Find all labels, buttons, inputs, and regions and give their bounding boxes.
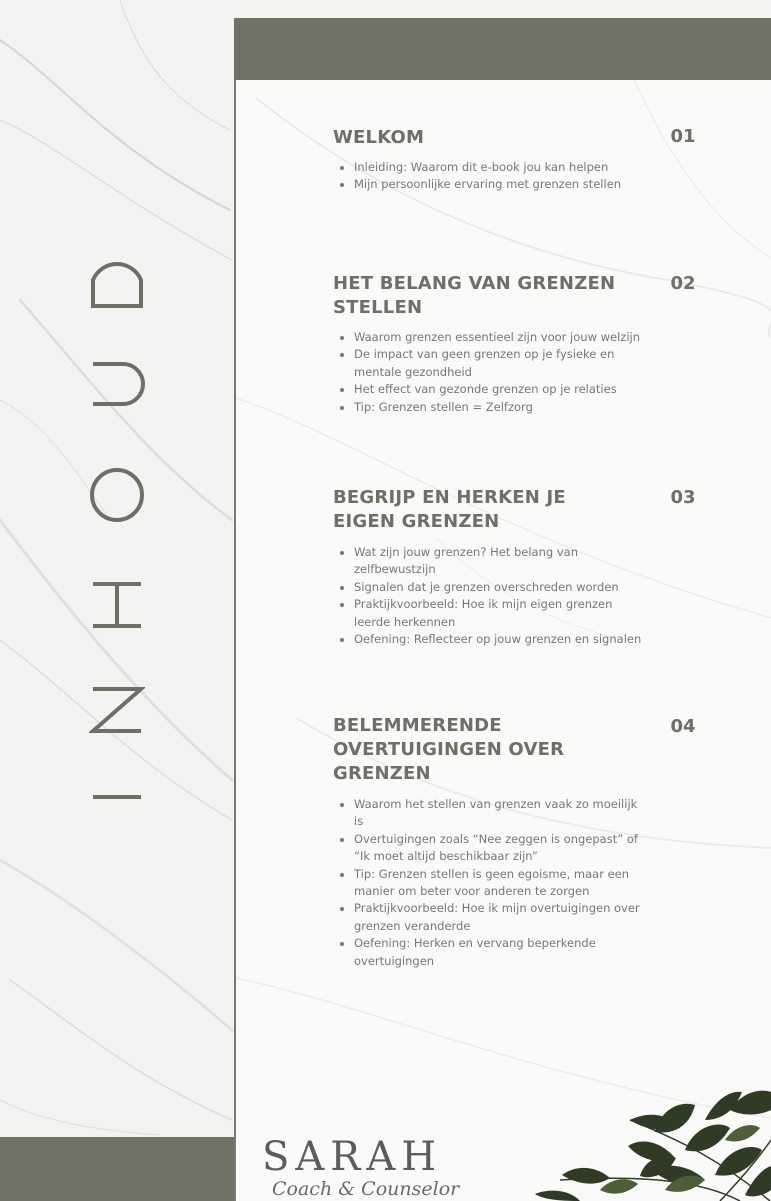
- section-list: [336, 329, 646, 416]
- brand-logo: [262, 1135, 482, 1201]
- section-title-welkom: WELKOM: [333, 127, 425, 148]
- logo-name: SARAH: [262, 1134, 443, 1180]
- list-item: • De impact van geen grenzen op je fysieke en mentale gezondheid: [354, 346, 646, 381]
- title-letter-i: [89, 790, 145, 804]
- section-title-belang: HET BELANG VAN GRENZEN STELLEN: [333, 273, 616, 318]
- section-list: [336, 796, 646, 970]
- section-title-belemmerende: BELEMMERENDE OVERTUIGINGEN OVER GRENZEN: [333, 715, 565, 784]
- logo-tagline: Coach & Counselor: [272, 1178, 460, 1200]
- vertical-title: [82, 250, 152, 854]
- title-letter-o: [89, 465, 145, 525]
- title-letter-u: [89, 360, 145, 410]
- list-item: • Praktijkvoorbeeld: Hoe ik mijn overtuigingen over grenzen veranderde: [354, 900, 646, 935]
- section-list: [336, 544, 646, 648]
- list-item: • Overtuigingen zoals “Nee zeggen is ongepast” of “Ik moet altijd beschikbaar zijn”: [354, 831, 646, 866]
- list-item: • Tip: Grenzen stellen = Zelfzorg: [354, 399, 646, 416]
- list-item: • Inleiding: Waarom dit e-book jou kan helpen: [354, 159, 646, 176]
- list-item: • Tip: Grenzen stellen is geen egoisme, maar een manier om beter voor anderen te zorgen: [354, 866, 646, 901]
- title-letter-n: [89, 685, 145, 735]
- list-item: • Signalen dat je grenzen overschreden worden: [354, 579, 646, 596]
- list-item: • Oefening: Herken en vervang beperkende overtuigingen: [354, 935, 646, 970]
- list-item: • Praktijkvoorbeeld: Hoe ik mijn eigen grenzen leerde herkennen: [354, 596, 646, 631]
- bottom-accent-band: [0, 1137, 234, 1201]
- list-item: • Oefening: Reflecteer op jouw grenzen en signalen: [354, 631, 646, 648]
- top-accent-band: [234, 18, 771, 80]
- plant-leaves-icon: [480, 1080, 771, 1201]
- section-number: 03: [670, 487, 696, 508]
- section-number: 01: [670, 126, 696, 147]
- title-letter-h: [89, 580, 145, 630]
- list-item: • Wat zijn jouw grenzen? Het belang van zelfbewustzijn: [354, 544, 646, 579]
- section-number: 02: [670, 273, 696, 294]
- list-item: • Waarom het stellen van grenzen vaak zo moeilijk is: [354, 796, 646, 831]
- section-title-begrijp: BEGRIJP EN HERKEN JE EIGEN GRENZEN: [333, 487, 566, 532]
- list-item: • Waarom grenzen essentieel zijn voor jouw welzijn: [354, 329, 646, 346]
- list-item: • Mijn persoonlijke ervaring met grenzen stellen: [354, 176, 646, 193]
- section-number: 04: [670, 716, 696, 737]
- section-list: [336, 159, 646, 194]
- list-item: • Het effect van gezonde grenzen op je relaties: [354, 381, 646, 398]
- title-letter-d: [89, 250, 145, 310]
